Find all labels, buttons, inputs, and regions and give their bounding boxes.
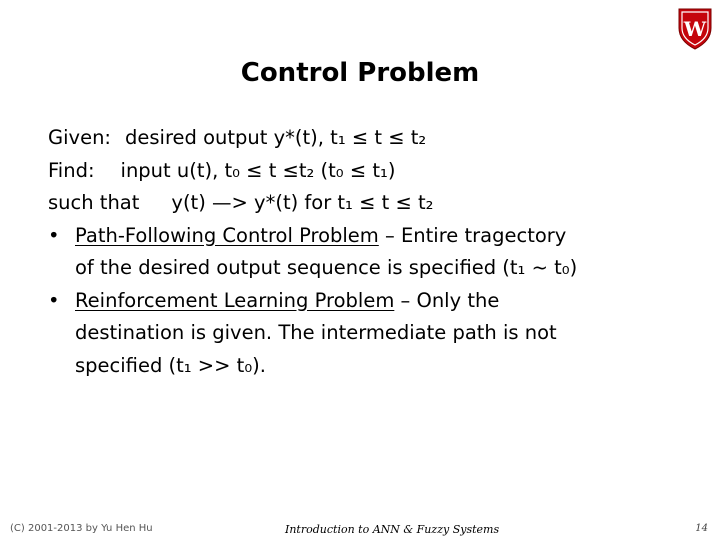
bullet-text: – Entire tragectory — [378, 223, 567, 247]
page-number: 14 — [695, 523, 708, 534]
bullet-reinforcement-learning — [48, 285, 708, 318]
such-that-expression: y(t) —> y*(t) for t₁ ≤ t ≤ t₂ — [171, 191, 434, 214]
given-expression: desired output y*(t), t₁ ≤ t ≤ t₂ — [125, 126, 427, 149]
bullet-continuation: destination is given. The intermediate path is not — [75, 321, 557, 344]
bullet-marker: • — [48, 288, 60, 312]
bullet-marker: • — [48, 223, 60, 247]
find-line — [48, 155, 708, 188]
footer-copyright: (C) 2001-2013 by Yu Hen Hu — [10, 523, 153, 534]
bullet-continuation: specified (t₁ >> t₀). — [75, 353, 266, 377]
bullet-continuation: of the desired output sequence is specified (t₁ ~ t₀) — [75, 256, 578, 279]
find-expression: input u(t), t₀ ≤ t ≤t₂ (t₀ ≤ t₁) — [120, 158, 396, 182]
bullet-path-following — [48, 220, 708, 253]
logo-letter: W — [683, 17, 707, 41]
slide-body — [48, 122, 708, 382]
path-following-term: Path-Following Control Problem — [75, 223, 379, 247]
footer-course-title: Introduction to ANN & Fuzzy Systems — [285, 523, 500, 536]
reinforcement-learning-term: Reinforcement Learning Problem — [75, 288, 395, 312]
bullet-text: – Only the — [394, 288, 500, 312]
university-crest-logo — [676, 6, 714, 50]
such-that-label: such that — [48, 191, 140, 214]
given-label: Given: — [48, 126, 111, 149]
find-label: Find: — [48, 158, 95, 182]
such-that-line — [48, 187, 708, 220]
given-line — [48, 122, 708, 155]
slide-title: Control Problem — [240, 58, 480, 88]
